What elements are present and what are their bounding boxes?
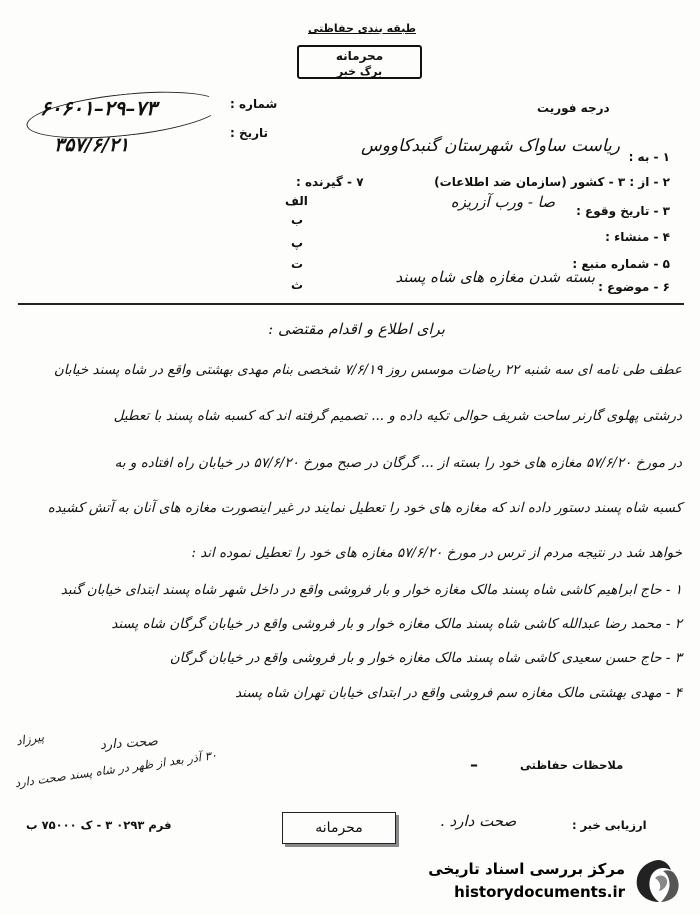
margin-note-details: ۳۰ آذر بعد از ظهر در شاه پسند صحت دارد [14,747,218,791]
body-line-1: عطف طی نامه ای سه شنبه ۲۲ ریاضات موسس روز ۷/۶/۱۹ شخصی بنام مهدی بهشتی واقع در شاه پسند خیابان [53,362,682,378]
body-list-item-4: ۴ - مهدی بهشتی مالک مغازه سم فروشی واقع در ابتدای خیابان تهران شاه پسند [235,685,682,701]
margin-note-verified: صحت دارد [99,734,159,753]
classification-form-type: برگ خبر [336,65,383,78]
receivers-label: ۷ - گیرنده : [296,175,364,189]
date-label: تاریخ : [230,126,269,140]
classification-box [297,45,422,79]
assessment-value: صحت دارد . [440,812,517,830]
margin-note-signature: پیرزاد [14,729,46,749]
remarks-dash: – [470,755,478,774]
classification-footer-box: محرمانه [282,812,396,844]
classification-title: طبقه بندی حفاظتی [307,22,417,35]
priority-label: درجه فوریت [537,101,610,115]
receiver-b: ب [291,213,304,227]
body-line-2: درشتی پهلوی گارنر ساحت شریف حوالی تکیه داده و ... تصمیم گرفته اند که کسبه شاه پسند با تعطیل [113,408,682,424]
watermark-url: historydocuments.ir [454,883,625,901]
event-date-value: صا - ورب آزریزه [450,193,555,211]
watermark-title: مرکز بررسی اسناد تاریخی [428,860,625,878]
from-label: ۲ - از : ۳ - کشور (سازمان ضد اطلاعات) [434,175,670,189]
remarks-label: ملاحظات حفاظتی [520,758,624,772]
receiver-a: الف [285,194,308,208]
form-number: فرم ۰۲۹۳ ۳ - ک ۷۵۰۰۰ ب [26,818,172,832]
body-line-3: در مورخ ۵۷/۶/۲۰ مغازه های خود را بسته از ... گرگان در صبح مورخ ۵۷/۶/۲۰ در خیابان راه افتاده و به [114,455,682,471]
body-list-item-1: ۱ - حاج ابراهیم کاشی شاه پسند مالک مغازه خوار و بار فروشی واقع در داخل شهر شاه پسند ابتدای خیابان گنبد [60,582,682,598]
receiver-th: ث [291,278,304,292]
classification-level: محرمانه [335,49,384,63]
to-label: ۱ - به : [628,150,670,164]
origin-label: ۴ - منشاء : [605,230,670,244]
body-line-4: کسبه شاه پسند دستور داده اند که مغازه های خود را تعطیل نمایند در غیر اینصورت مغازه های آنان به آتش کشیده [47,500,682,516]
subject-value: بسته شدن مغازه های شاه پسند [395,268,595,286]
document-date: ۳۵۷/۶/۲۱ [54,134,130,156]
archive-logo-icon [633,858,683,904]
event-date-label: ۳ - تاریخ وقوع : [576,204,670,218]
to-value: ریاست ساواک شهرستان گنبدکاووس [360,136,620,156]
body-line-5: خواهد شد در نتیجه مردم از ترس در مورخ ۵۷/۶/۲۰ مغازه های خود را تعطیل نموده اند : [191,545,682,561]
subject-label: ۶ - موضوع : [598,280,670,294]
document-number: ۶۰۶۰۱–۲۹–۷۳ [40,96,157,120]
assessment-label: ارزیابی خبر : [572,818,647,832]
header-divider [18,303,684,305]
body-list-item-3: ۳ - حاج حسن سعیدی کاشی شاه پسند مالک مغازه خوار و بار فروشی واقع در خیابان گرگان [169,650,682,666]
body-salutation: برای اطلاع و اقدام مقتضی : [268,320,445,338]
number-label: شماره : [230,97,278,111]
receiver-p: پ [291,236,304,250]
source-number-label: ۵ - شماره منبع : [572,257,670,271]
body-list-item-2: ۲ - محمد رضا عبدالله کاشی شاه پسند مالک مغازه خوار و بار فروشی واقع در خیابان گرگان شاه پسند [111,616,682,632]
receiver-t: ت [291,257,304,271]
